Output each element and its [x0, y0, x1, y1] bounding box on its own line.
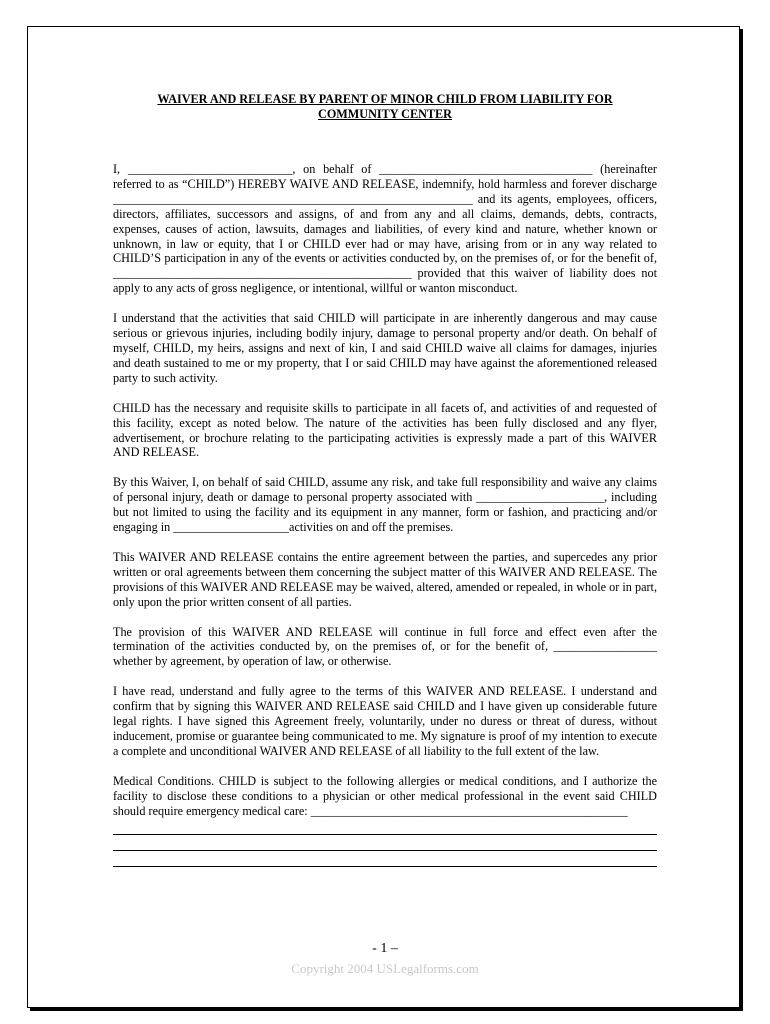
- paragraph-assume-risk: By this Waiver, I, on behalf of said CHILD, assume any risk, and take full responsibility and waive any claims of personal injury, death or damage to personal property associated with _____________________, including but not limited to using the facility and its equipment in any manner, form or fashion, and practicing and/or engaging in ___________________activities on and off the premises.: [113, 475, 657, 535]
- paragraph-risks: I understand that the activities that said CHILD will participate in are inherently dangerous and may cause serious or grievous injuries, including bodily injury, damage to personal property and/or death. On behalf of myself, CHILD, my heirs, assigns and next of kin, I and said CHILD waive all claims for damages, injuries and death sustained to me or my property, that I or said CHILD may have against the aforementioned released party to such activity.: [113, 311, 657, 385]
- paragraph-medical-conditions: Medical Conditions. CHILD is subject to the following allergies or medical conditions, and I authorize the facility to disclose these conditions to a physician or other medical professional in the event said CHILD should require emergency medical care: ____________________________________________________: [113, 773, 657, 818]
- medical-blank-line-1[interactable]: [113, 819, 657, 835]
- paragraph-survival: The provision of this WAIVER AND RELEASE will continue in full force and effect even after the termination of the activities conducted by, on the premises of, or for the benefit of, _________________ whether by agreement, by operation of law, or otherwise.: [113, 624, 657, 669]
- page-number: - 1 –: [372, 941, 398, 956]
- document-body: [113, 92, 657, 867]
- paragraph-skills: CHILD has the necessary and requisite skills to participate in all facets of, and activities of and requested of this facility, except as noted below. The nature of the activities has been fully disclosed and any flyer, advertisement, or brochure relating to the participating activities is expressly made a part of this WAIVER AND RELEASE.: [113, 400, 657, 460]
- title-line-2: COMMUNITY CENTER: [318, 107, 452, 121]
- paragraph-release: I, ___________________________, on behalf of ___________________________________ (hereinafter referred to as “CHILD”) HEREBY WAIVE AND RELEASE, indemnify, hold harmless and forever discharge ___________________________________________________________ and its agents, employees, officers, directors, affiliates, successors and assigns, of and from any and all claims, demands, debts, contracts, expenses, causes of action, lawsuits, damages and liabilities, of every kind and nature, whether known or unknown, in law or equity, that I or CHILD ever had or may have, arising from or in any way related to CHILD’S participation in any of the events or activities conducted by, on the premises of, or for the benefit of, _________________________________________________ provided that this waiver of liability does not apply to any acts of gross negligence, or intentional, willful or wanton misconduct.: [113, 162, 657, 296]
- paragraph-acknowledgement: I have read, understand and fully agree to the terms of this WAIVER AND RELEASE. I understand and confirm that by signing this WAIVER AND RELEASE said CHILD and I have given up considerable future legal rights. I have signed this Agreement freely, voluntarily, under no duress or threat of duress, without inducement, promise or guarantee being communicated to me. My signature is proof of my intention to execute a complete and unconditional WAIVER AND RELEASE of all liability to the full extent of the law.: [113, 684, 657, 758]
- copyright-notice: Copyright 2004 USLegalforms.com: [291, 961, 479, 976]
- title-line-1: WAIVER AND RELEASE BY PARENT OF MINOR CHILD FROM LIABILITY FOR: [157, 92, 613, 106]
- medical-blank-line-2[interactable]: [113, 835, 657, 851]
- medical-blank-line-3[interactable]: [113, 851, 657, 867]
- paragraph-entire-agreement: This WAIVER AND RELEASE contains the entire agreement between the parties, and supercedes any prior written or oral agreements between them concerning the subject matter of this WAIVER AND RELEASE. The provisions of this WAIVER AND RELEASE may be waived, altered, amended or repealed, in whole or in part, only upon the prior written consent of all parties.: [113, 549, 657, 609]
- document-title: [113, 92, 657, 122]
